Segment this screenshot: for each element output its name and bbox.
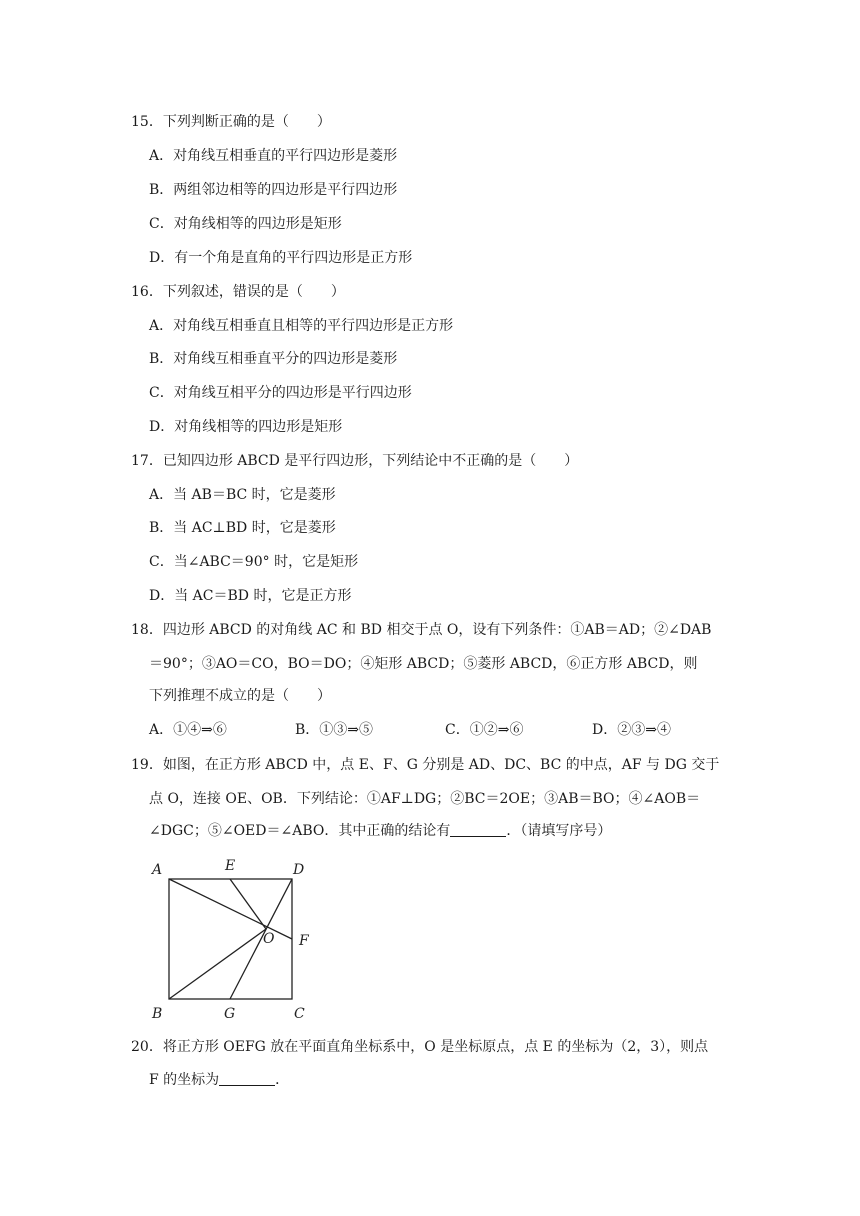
question-17-option-a: A．当 AB＝BC 时，它是菱形: [149, 487, 336, 503]
square-geometry-figure: [148, 855, 318, 1023]
question-18-option-d: D．②③⇒④: [592, 722, 671, 738]
label-b: B: [152, 1006, 163, 1022]
segment-af: [169, 879, 292, 939]
question-20-stem-line-2: [149, 1070, 289, 1090]
question-17-option-c: C．当∠ABC＝90° 时，它是矩形: [149, 554, 359, 570]
question-16-option-a: A．对角线互相垂直且相等的平行四边形是正方形: [149, 318, 454, 334]
question-16-option-d: D．对角线相等的四边形是矩形: [149, 419, 343, 435]
question-19-stem-tail: ．（请填写序号）: [506, 823, 612, 839]
answer-blank-19[interactable]: [450, 822, 506, 837]
question-16-stem: 16．下列叙述，错误的是（ ）: [131, 284, 345, 300]
label-e: E: [225, 858, 236, 874]
question-15-stem: 15．下列判断正确的是（ ）: [131, 114, 331, 130]
question-18-option-a: A．①④⇒⑥: [149, 722, 227, 738]
question-18-stem-line-2: ＝90°；③AO＝CO，BO＝DO；④矩形 ABCD；⑤菱形 ABCD，⑥正方形 ABCD，则: [149, 656, 698, 672]
label-a: A: [152, 862, 163, 878]
label-f: F: [299, 933, 309, 949]
question-16-option-c: C．对角线互相平分的四边形是平行四边形: [149, 385, 412, 401]
question-20-stem-line-1: 20．将正方形 OEFG 放在平面直角坐标系中，O 是坐标原点，点 E 的坐标为（2，3），则点: [131, 1039, 709, 1055]
question-17-stem: 17．已知四边形 ABCD 是平行四边形，下列结论中不正确的是（ ）: [131, 453, 579, 469]
question-20-stem-text: F 的坐标为: [149, 1072, 220, 1088]
question-19-stem-line-3: [149, 821, 611, 841]
segment-eo: [230, 879, 266, 929]
question-18-stem-line-3: 下列推理不成立的是（ ）: [149, 688, 331, 704]
question-15-option-a: A．对角线互相垂直的平行四边形是菱形: [149, 148, 398, 164]
question-18-stem-line-1: 18．四边形 ABCD 的对角线 AC 和 BD 相交于点 O，设有下列条件：①AB＝AD；②∠DAB: [131, 622, 712, 638]
question-17-option-b: B．当 AC⊥BD 时，它是菱形: [149, 520, 336, 536]
question-18-option-c: C．①②⇒⑥: [445, 722, 524, 738]
label-d: D: [293, 862, 305, 878]
question-20-stem-tail: ．: [275, 1072, 290, 1088]
answer-blank-20[interactable]: [219, 1071, 275, 1086]
question-19-stem-line-1: 19．如图，在正方形 ABCD 中，点 E、F、G 分别是 AD、DC、BC 的中点，AF 与 DG 交于: [131, 757, 720, 773]
question-16-option-b: B．对角线互相垂直平分的四边形是菱形: [149, 351, 398, 367]
question-15-option-c: C．对角线相等的四边形是矩形: [149, 216, 342, 232]
question-17-option-d: D．当 AC＝BD 时，它是正方形: [149, 588, 352, 604]
question-19-stem-text: ∠DGC；⑤∠OED＝∠ABO．其中正确的结论有: [149, 823, 451, 839]
label-c: C: [294, 1006, 305, 1022]
segment-bo: [169, 929, 266, 999]
question-18-option-b: B．①③⇒⑤: [295, 722, 374, 738]
question-18-options: [149, 720, 749, 740]
label-o: O: [263, 931, 275, 947]
label-g: G: [224, 1006, 236, 1022]
question-19-stem-line-2: 点 O，连接 OE、OB．下列结论：①AF⊥DG；②BC＝2OE；③AB＝BO；④∠AOB＝: [149, 791, 701, 807]
segment-dg: [230, 879, 292, 999]
question-15-option-d: D．有一个角是直角的平行四边形是正方形: [149, 250, 413, 266]
question-15-option-b: B．两组邻边相等的四边形是平行四边形: [149, 182, 398, 198]
